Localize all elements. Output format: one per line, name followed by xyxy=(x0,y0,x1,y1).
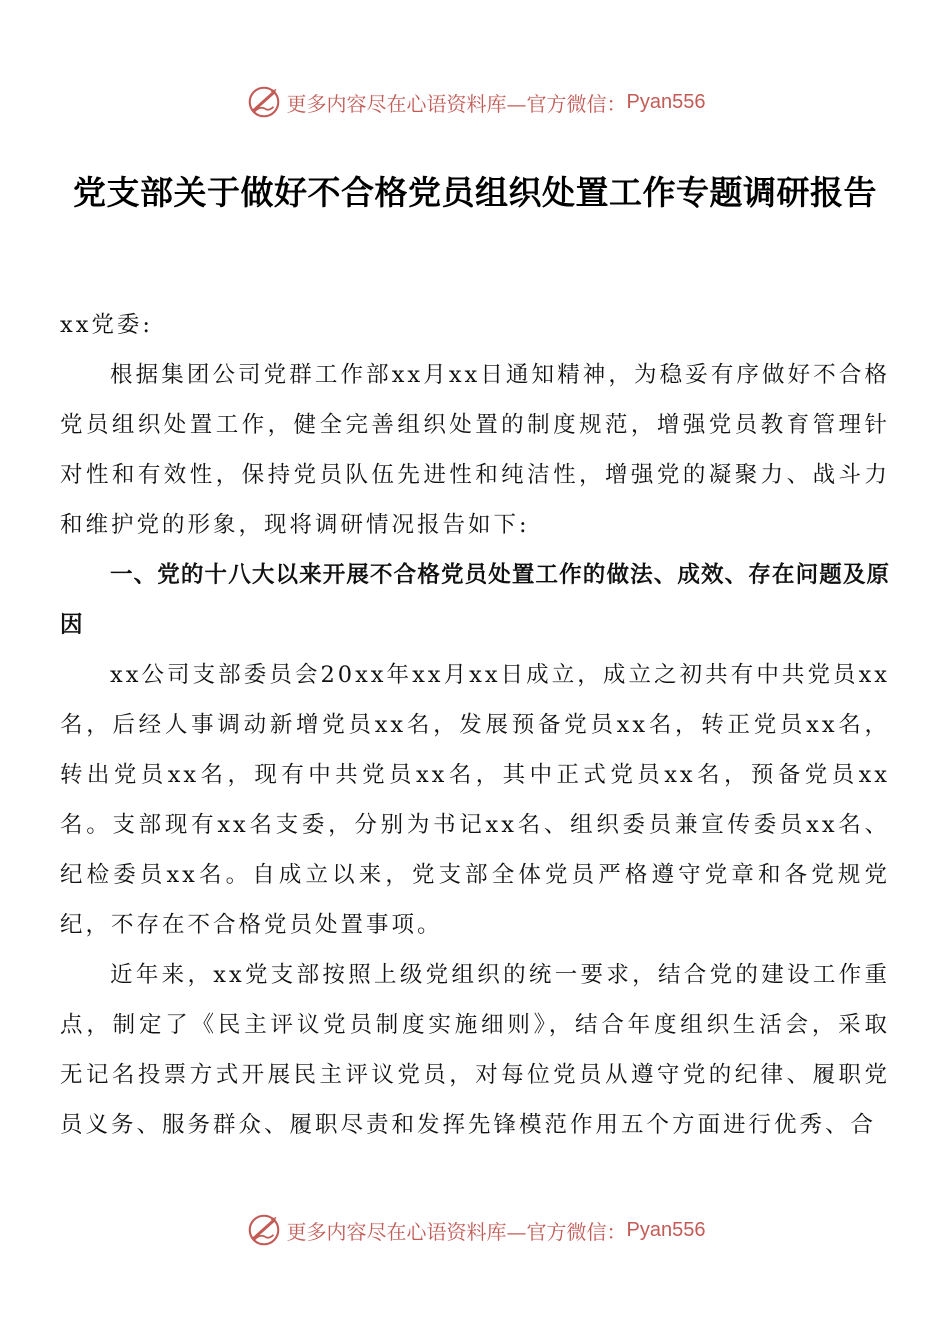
watermark-banner-bottom xyxy=(0,1208,950,1252)
salutation: xx党委: xyxy=(60,312,153,338)
watermark-banner-top xyxy=(0,80,950,124)
document-body xyxy=(60,300,890,1150)
section-paragraph-2: 近年来，xx党支部按照上级党组织的统一要求，结合党的建设工作重点，制定了《民主评议党员制度实施细则》，结合年度组织生活会，采取无记名投票方式开展民主评议党员，对每位党员从遵守党的纪律、履职党员义务、服务群众、履职尽责和发挥先锋模范作用五个方面进行优秀、合 xyxy=(60,962,890,1138)
section-paragraph-1: xx公司支部委员会20xx年xx月xx日成立，成立之初共有中共党员xx名，后经人事调动新增党员xx名，发展预备党员xx名，转正党员xx名，转出党员xx名，现有中共党员xx名，其中正式党员xx名，预备党员xx名。支部现有xx名支委，分别为书记xx名、组织委员兼宣传委员xx名、纪检委员xx名。自成立以来，党支部全体党员严格遵守党章和各党规党纪，不存在不合格党员处置事项。 xyxy=(60,662,890,938)
pen-logo-icon xyxy=(245,83,283,121)
watermark-text: 更多内容尽在心语资料库—官方微信： xyxy=(286,1219,627,1244)
intro-paragraph: 根据集团公司党群工作部xx月xx日通知精神，为稳妥有序做好不合格党员组织处置工作，健全完善组织处置的制度规范，增强党员教育管理针对性和有效性，保持党员队伍先进性和纯洁性，增强党的凝聚力、战斗力和维护党的形象，现将调研情况报告如下: xyxy=(60,362,890,538)
watermark-wechat-id: Pyan556 xyxy=(626,90,706,113)
watermark-wechat-id: Pyan556 xyxy=(626,1218,706,1241)
pen-logo-icon xyxy=(245,1211,283,1249)
document-title: 党支部关于做好不合格党员组织处置工作专题调研报告 xyxy=(73,173,877,212)
section-heading: 一、党的十八大以来开展不合格党员处置工作的做法、成效、存在问题及原因 xyxy=(60,562,890,638)
watermark-text: 更多内容尽在心语资料库—官方微信： xyxy=(286,91,627,116)
